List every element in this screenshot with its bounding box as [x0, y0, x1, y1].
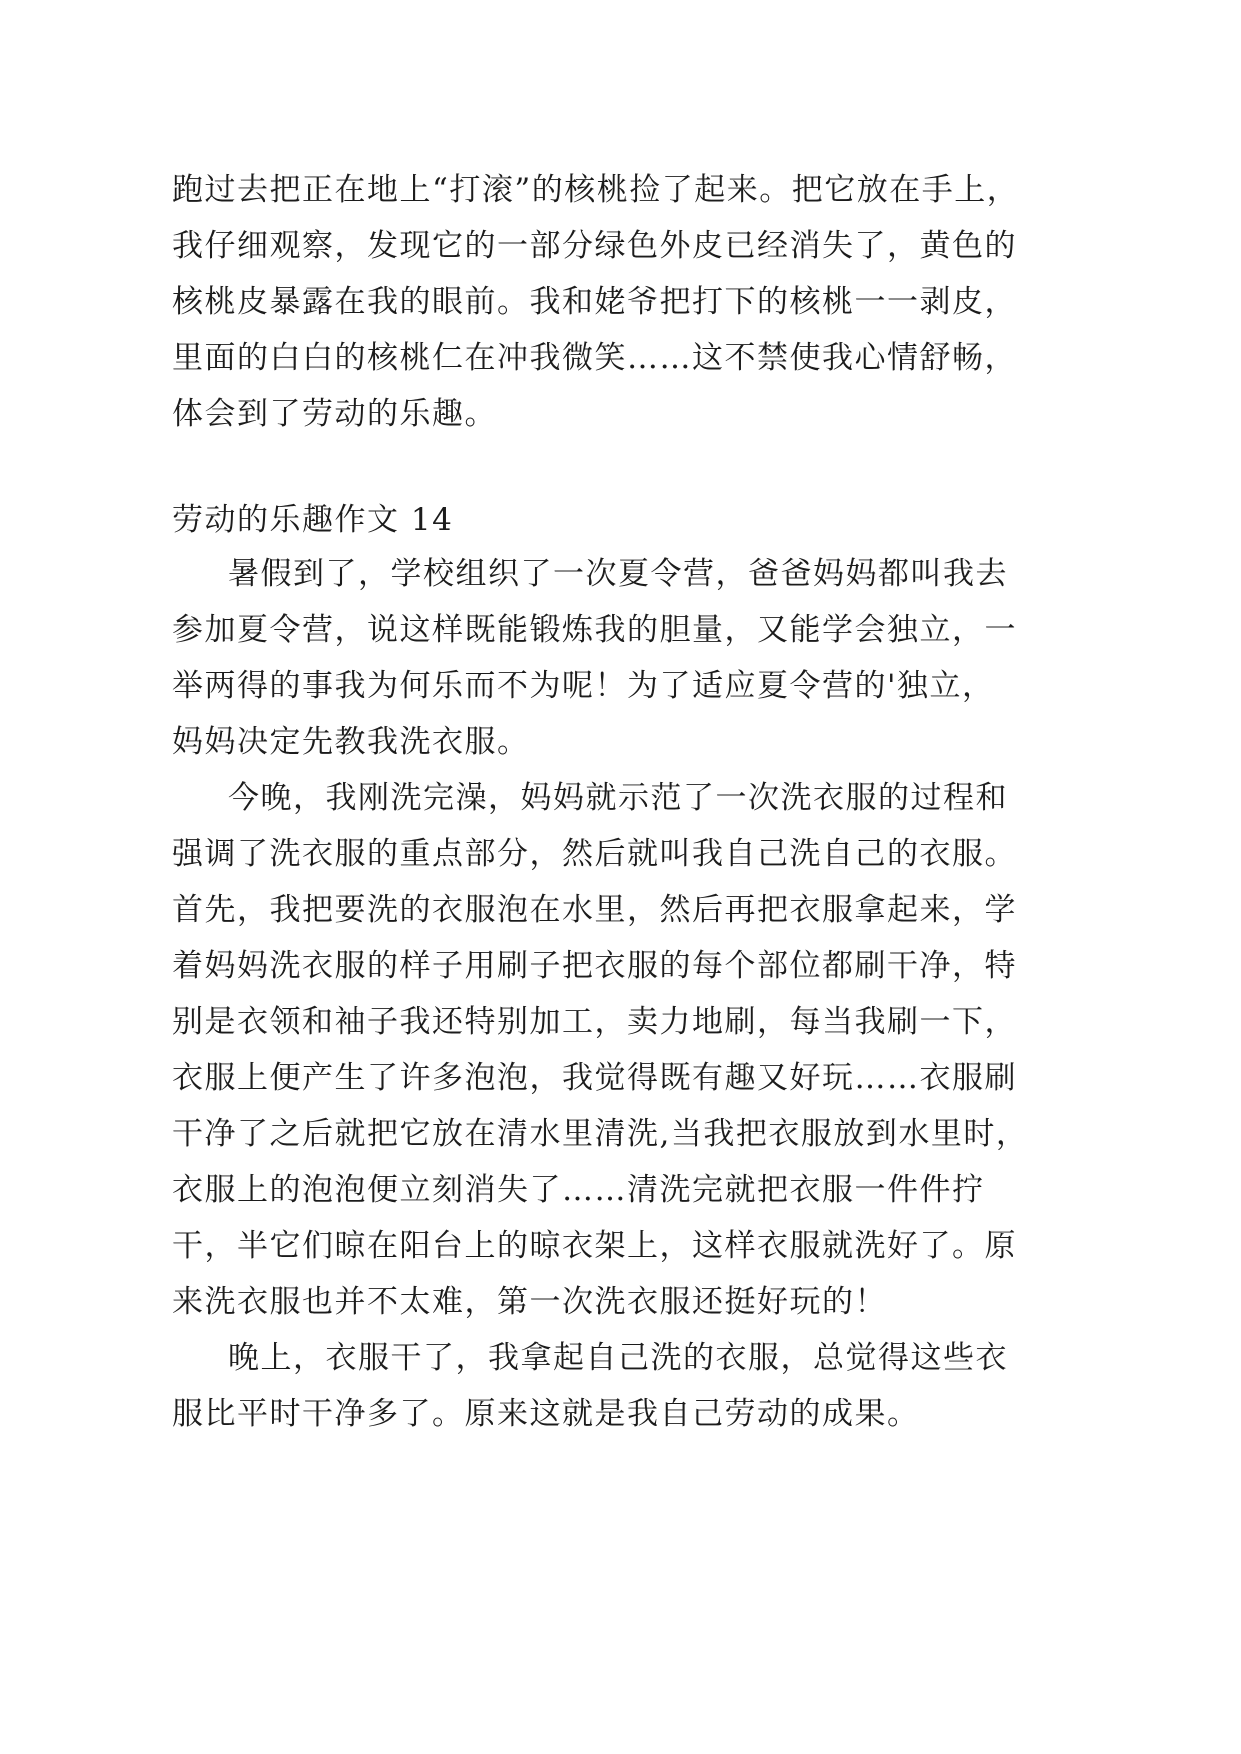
text-line: 今晚，我刚洗完澡，妈妈就示范了一次洗衣服的过程和: [228, 780, 1008, 816]
text-line: 体会到了劳动的乐趣。: [172, 396, 497, 432]
text-line: 来洗衣服也并不太难，第一次洗衣服还挺好玩的！: [172, 1284, 887, 1320]
text-line: 衣服上便产生了许多泡泡，我觉得既有趣又好玩……衣服刷: [172, 1060, 1017, 1096]
text-line: 服比平时干净多了。原来这就是我自己劳动的成果。: [172, 1396, 920, 1432]
text-line: 干净了之后就把它放在清水里清洗,当我把衣服放到水里时，: [172, 1116, 1029, 1152]
text-line: 里面的白白的核桃仁在冲我微笑……这不禁使我心情舒畅，: [172, 340, 1017, 376]
text-line: 暑假到了，学校组织了一次夏令营，爸爸妈妈都叫我去: [228, 556, 1008, 592]
text-line: 妈妈决定先教我洗衣服。: [172, 724, 530, 760]
text-line: 举两得的事我为何乐而不为呢！为了适应夏令营的'独立，: [172, 668, 995, 704]
text-line: 别是衣领和袖子我还特别加工，卖力地刷，每当我刷一下，: [172, 1004, 1017, 1040]
text-line: 跑过去把正在地上“打滚”的核桃捡了起来。把它放在手上，: [172, 172, 1020, 208]
text-line: 强调了洗衣服的重点部分，然后就叫我自己洗自己的衣服。: [172, 836, 1017, 872]
text-line: 干，半它们晾在阳台上的晾衣架上，这样衣服就洗好了。原: [172, 1228, 1017, 1264]
text-line: 衣服上的泡泡便立刻消失了……清洗完就把衣服一件件拧: [172, 1172, 985, 1208]
text-line: 我仔细观察，发现它的一部分绿色外皮已经消失了，黄色的: [172, 228, 1017, 264]
section-title: 劳动的乐趣作文 14: [172, 502, 454, 538]
text-line: 晚上，衣服干了，我拿起自己洗的衣服，总觉得这些衣: [228, 1340, 1008, 1376]
text-line: 着妈妈洗衣服的样子用刷子把衣服的每个部位都刷干净，特: [172, 948, 1017, 984]
text-line: 核桃皮暴露在我的眼前。我和姥爷把打下的核桃一一剥皮，: [172, 284, 1017, 320]
text-line: 首先，我把要洗的衣服泡在水里，然后再把衣服拿起来，学: [172, 892, 1017, 928]
text-line: 参加夏令营，说这样既能锻炼我的胆量，又能学会独立，一: [172, 612, 1017, 648]
